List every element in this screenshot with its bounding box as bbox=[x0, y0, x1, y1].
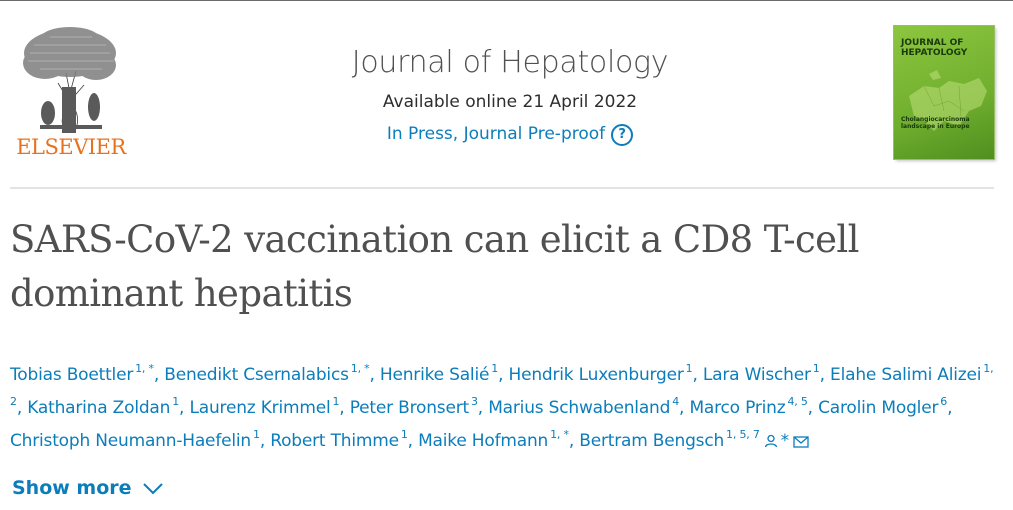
europe-map-icon bbox=[899, 66, 991, 146]
author-name[interactable]: Peter Bronsert bbox=[349, 398, 469, 418]
author-name[interactable]: Marco Prinz bbox=[689, 398, 786, 418]
author-name[interactable]: Robert Thimme bbox=[270, 431, 399, 451]
author-entry bbox=[579, 428, 809, 451]
author-entry: Marco Prinz $^{4, 5}$, bbox=[689, 395, 819, 418]
author-entry: Laurenz Krimmel $^1$, bbox=[189, 395, 350, 418]
article-status bbox=[300, 121, 720, 147]
author-entry: Elahe Salimi Alizei $^{1, 2}$, bbox=[10, 362, 994, 418]
elsevier-tree-icon bbox=[10, 23, 132, 135]
author-affiliation[interactable]: 1 bbox=[685, 362, 693, 375]
elsevier-logo[interactable] bbox=[10, 23, 132, 163]
chevron-down-icon bbox=[142, 479, 164, 501]
author-entry: Christoph Neumann-Haefelin $^1$, bbox=[10, 428, 271, 451]
author-name[interactable]: Benedikt Csernalabics bbox=[164, 365, 349, 385]
author-entry: Tobias Boettler $^{1, *}$, bbox=[10, 362, 165, 385]
author-entry: Henrike Salié $^1$, bbox=[379, 362, 509, 385]
in-press-link[interactable]: In Press, Journal Pre-proof bbox=[386, 124, 606, 144]
author-name[interactable]: Marius Schwabenland bbox=[488, 398, 671, 418]
author-list bbox=[10, 359, 1000, 458]
mail-icon[interactable] bbox=[793, 436, 809, 448]
available-online-date: Available online 21 April 2022 bbox=[382, 92, 638, 112]
author-entry: Lara Wischer $^1$, bbox=[702, 362, 831, 385]
author-entry: Robert Thimme $^1$, bbox=[270, 428, 419, 451]
author-affiliation[interactable]: 1 bbox=[491, 362, 499, 375]
author-name[interactable]: Maike Hofmann bbox=[418, 431, 549, 451]
author-name[interactable]: Henrike Salié bbox=[379, 365, 490, 385]
author-affiliation[interactable]: 1, 5, 7 bbox=[726, 428, 760, 441]
author-name[interactable]: Tobias Boettler bbox=[10, 365, 134, 385]
author-entry: Hendrik Luxenburger $^1$, bbox=[508, 362, 703, 385]
author-affiliation[interactable]: 1 bbox=[400, 428, 408, 441]
author-affiliation[interactable]: 4 bbox=[672, 395, 680, 408]
author-name[interactable]: Lara Wischer bbox=[702, 365, 811, 385]
author-entry: Katharina Zoldan $^1$, bbox=[27, 395, 190, 418]
author-affiliation[interactable]: 1 bbox=[332, 395, 340, 408]
publisher-name: ELSEVIER bbox=[16, 135, 126, 159]
author-name[interactable]: Bertram Bengsch bbox=[579, 431, 725, 451]
author-affiliation[interactable]: 6 bbox=[940, 395, 948, 408]
author-affiliation[interactable]: 1, * bbox=[135, 362, 154, 375]
author-entry: Maike Hofmann $^{1, *}$, bbox=[418, 428, 580, 451]
author-entry: Peter Bronsert $^3$, bbox=[349, 395, 489, 418]
author-entry: Benedikt Csernalabics $^{1, *}$, bbox=[164, 362, 380, 385]
article-title: SARS-CoV-2 vaccination can elicit a CD8 T-cell dominant hepatitis bbox=[10, 218, 859, 315]
author-name[interactable]: Carolin Mogler bbox=[818, 398, 939, 418]
show-more-button[interactable] bbox=[12, 475, 164, 501]
corresponding-author-star[interactable]: * bbox=[780, 431, 789, 451]
journal-title[interactable]: Journal of Hepatology bbox=[351, 45, 669, 80]
author-name[interactable]: Katharina Zoldan bbox=[27, 398, 171, 418]
author-affiliation[interactable]: 1, 2 bbox=[10, 362, 994, 408]
author-affiliation[interactable]: 1, * bbox=[550, 428, 569, 441]
author-affiliation[interactable]: 1, * bbox=[350, 362, 370, 375]
journal-header bbox=[300, 41, 720, 147]
author-entry: Carolin Mogler $^6$, bbox=[818, 395, 953, 418]
cover-caption: Cholangiocarcinoma landscape in Europe bbox=[901, 116, 970, 130]
help-icon[interactable]: ? bbox=[611, 124, 633, 146]
person-icon[interactable] bbox=[764, 434, 778, 448]
show-more-label: Show more bbox=[12, 477, 132, 499]
author-name[interactable]: Hendrik Luxenburger bbox=[508, 365, 684, 385]
cover-title: JOURNAL OF HEPATOLOGY bbox=[901, 38, 968, 58]
author-affiliation[interactable]: 4, 5 bbox=[787, 395, 808, 408]
author-affiliation[interactable]: 3 bbox=[470, 395, 478, 408]
author-affiliation[interactable]: 1 bbox=[812, 362, 820, 375]
author-name[interactable]: Elahe Salimi Alizei bbox=[830, 365, 982, 385]
header-divider bbox=[10, 187, 994, 189]
author-name[interactable]: Laurenz Krimmel bbox=[189, 398, 331, 418]
author-entry: Marius Schwabenland $^4$, bbox=[488, 395, 690, 418]
journal-cover-image[interactable] bbox=[894, 26, 994, 159]
author-affiliation[interactable]: 1 bbox=[253, 428, 260, 441]
author-affiliation[interactable]: 1 bbox=[172, 395, 180, 408]
author-name[interactable]: Christoph Neumann-Haefelin bbox=[10, 431, 251, 451]
